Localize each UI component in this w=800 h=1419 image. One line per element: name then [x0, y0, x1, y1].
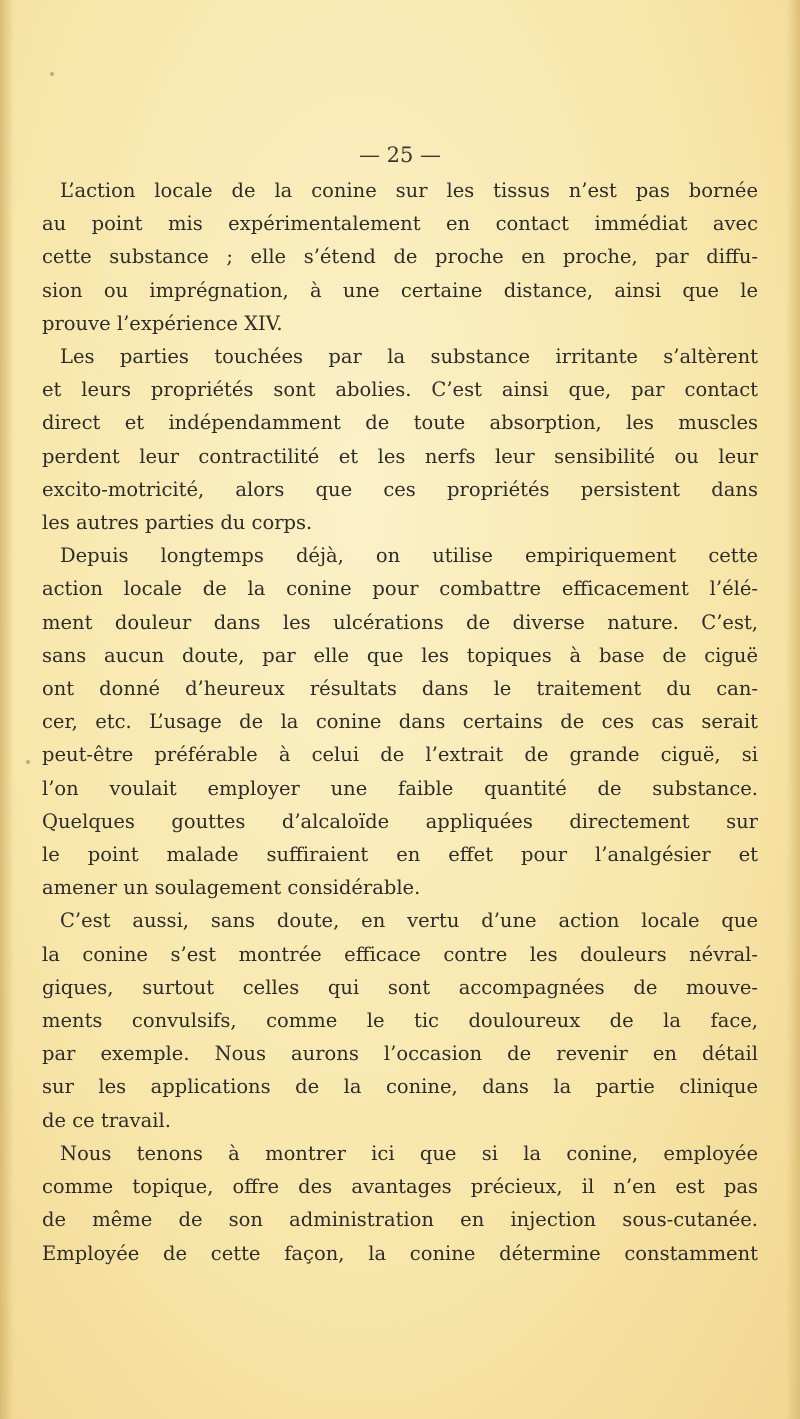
- text-line: Depuis longtemps déjà, on utilise empiriquement cette: [60, 544, 758, 568]
- text-line: giques, surtout celles qui sont accompagnées de mouve-: [42, 975, 758, 999]
- text-line: cette substance ; elle s’étend de proche en proche, par diffu-: [42, 245, 758, 269]
- paper-speck: [50, 72, 54, 76]
- text-line: amener un soulagement considérable.: [42, 876, 421, 900]
- text-line: peut-être préférable à celui de l’extrait de grande ciguë, si: [42, 743, 758, 767]
- text-line: action locale de la conine pour combattre efficacement l’élé-: [42, 577, 758, 601]
- text-line: sion ou imprégnation, à une certaine distance, ainsi que le: [42, 278, 758, 302]
- paragraph: [42, 340, 758, 539]
- text-line: comme topique, offre des avantages précieux, il n’en est pas: [42, 1175, 758, 1199]
- text-line: de ce travail.: [42, 1108, 171, 1132]
- text-line: Nous tenons à montrer ici que si la conine, employée: [60, 1141, 758, 1165]
- text-line: les autres parties du corps.: [42, 511, 313, 535]
- text-line: L’action locale de la conine sur les tissus n’est pas bornée: [60, 179, 758, 202]
- text-line: excito-motricité, alors que ces propriétés persistent dans: [42, 477, 758, 501]
- paragraph: [42, 1137, 758, 1270]
- text-line: au point mis expérimentalement en contact immédiat avec: [42, 212, 758, 236]
- page-edge-shadow-right: [786, 0, 800, 1419]
- text-line: par exemple. Nous aurons l’occasion de revenir en détail: [42, 1042, 758, 1066]
- text-line: C’est aussi, sans doute, en vertu d’une action locale que: [60, 909, 758, 933]
- text-line: ont donné d’heureux résultats dans le traitement du can-: [42, 677, 758, 701]
- paper-speck: [26, 760, 30, 764]
- text-line: Les parties touchées par la substance irritante s’altèrent: [60, 345, 758, 369]
- text-line: de même de son administration en injection sous-cutanée.: [42, 1208, 758, 1232]
- page-number: — 25 —: [358, 143, 442, 167]
- document-page: [42, 140, 758, 1270]
- text-line: et leurs propriétés sont abolies. C’est ainsi que, par contact: [42, 378, 758, 402]
- text-line: direct et indépendamment de toute absorption, les muscles: [42, 411, 758, 435]
- text-line: sur les applications de la conine, dans la partie clinique: [42, 1075, 758, 1099]
- body-text: [42, 174, 758, 1270]
- text-line: sans aucun doute, par elle que les topiques à base de ciguë: [42, 643, 758, 667]
- text-line: cer, etc. L’usage de la conine dans certains de ces cas serait: [42, 710, 758, 734]
- text-line: Employée de cette façon, la conine détermine constamment: [42, 1241, 758, 1265]
- text-line: ment douleur dans les ulcérations de diverse nature. C’est,: [42, 610, 758, 634]
- paragraph: [42, 904, 758, 1136]
- paragraph: [42, 174, 758, 340]
- text-line: l’on voulait employer une faible quantité de substance.: [42, 776, 758, 800]
- text-line: perdent leur contractilité et les nerfs leur sensibilité ou leur: [42, 444, 758, 468]
- page-edge-shadow-left: [0, 0, 14, 1419]
- text-line: le point malade suffiraient en effet pour l’analgésier et: [42, 843, 758, 867]
- text-line: ments convulsifs, comme le tic douloureux de la face,: [42, 1009, 758, 1033]
- paragraph: [42, 539, 758, 904]
- text-line: la conine s’est montrée efficace contre les douleurs névral-: [42, 942, 758, 966]
- text-line: Quelques gouttes d’alcaloïde appliquées directement sur: [42, 809, 758, 833]
- text-line: prouve l’expérience XIV.: [42, 311, 283, 335]
